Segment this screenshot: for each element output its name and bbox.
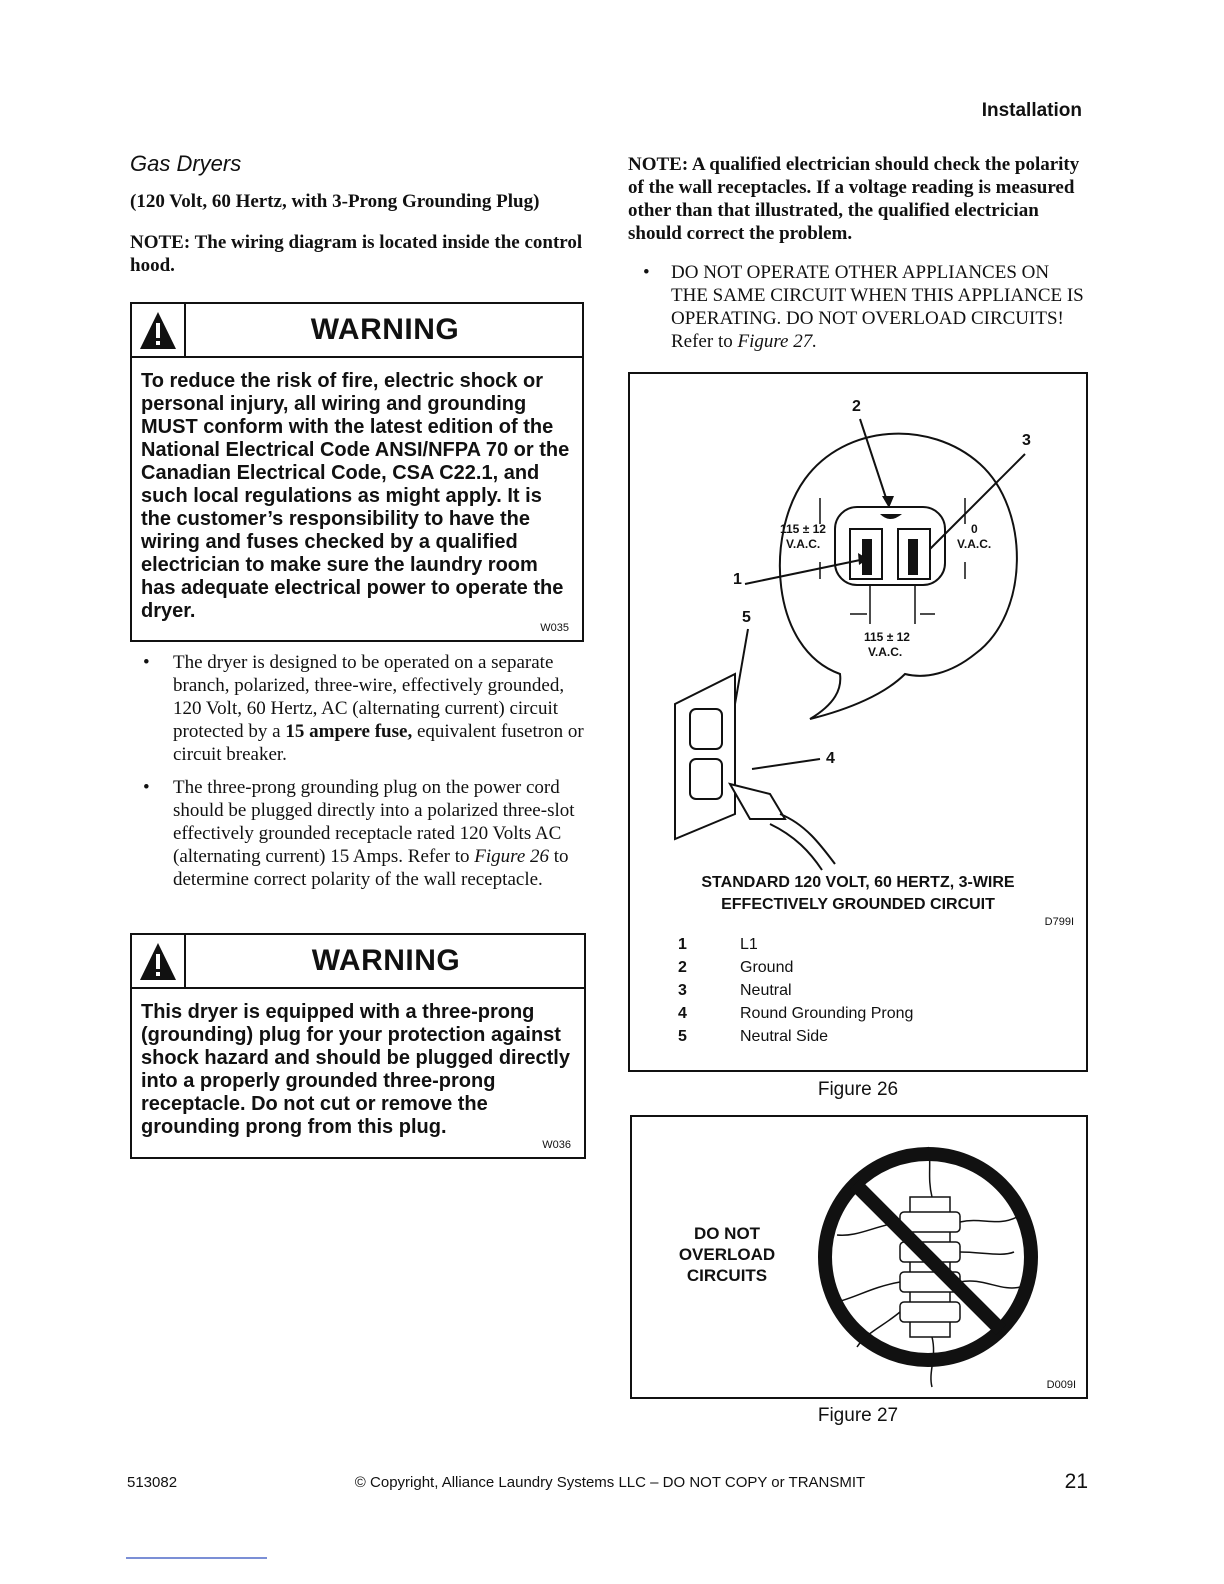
legend-number: 4 bbox=[678, 1005, 687, 1022]
voltage-left-value: 115 ± 12 bbox=[780, 522, 826, 536]
voltage-right-unit: V.A.C. bbox=[957, 537, 992, 551]
bullet-item bbox=[130, 651, 585, 766]
legend-number: 5 bbox=[678, 1028, 687, 1045]
subtitle: (120 Volt, 60 Hertz, with 3-Prong Grounding Plug) bbox=[130, 191, 540, 212]
figure-26-label: Figure 26 bbox=[817, 1079, 899, 1100]
bullet-list bbox=[130, 651, 585, 901]
overload-text-line: CIRCUITS bbox=[686, 1266, 768, 1285]
warning-triangle-icon bbox=[132, 304, 186, 356]
callout-4: 4 bbox=[826, 750, 835, 767]
receptacle-diagram bbox=[630, 374, 1086, 874]
legend-label: Ground bbox=[740, 959, 794, 976]
voltage-left-unit: V.A.C. bbox=[786, 537, 821, 551]
no-overload-prohibition-icon bbox=[632, 1117, 1088, 1399]
callout-1: 1 bbox=[733, 571, 742, 588]
doc-number: 513082 bbox=[127, 1474, 178, 1491]
legend-label: Neutral Side bbox=[740, 1028, 829, 1045]
figure-reference: Figure 26 bbox=[474, 846, 550, 867]
overload-bullet bbox=[628, 261, 1088, 353]
voltage-bottom-value: 115 ± 12 bbox=[864, 630, 910, 644]
caption-line: STANDARD 120 VOLT, 60 HERTZ, 3-WIRE bbox=[701, 874, 1015, 891]
warning-title: WARNING bbox=[311, 944, 461, 977]
legend-label: L1 bbox=[740, 936, 758, 953]
section-title: Gas Dryers bbox=[130, 151, 242, 176]
warning-header bbox=[132, 304, 582, 358]
bullet-text: DO NOT OPERATE OTHER APPLIANCES ON THE SAME CIRCUIT WHEN THIS APPLIANCE IS OPERATING. DO NOT OVERLOAD CIRCUITS! Refer to bbox=[671, 262, 1084, 352]
bullet-item bbox=[130, 776, 585, 891]
overload-text-line: DO NOT bbox=[693, 1224, 761, 1243]
bullet-text: equivalent fusetron or circuit breaker. bbox=[173, 721, 584, 765]
bullet-bold-text: 15 ampere fuse, bbox=[285, 721, 413, 742]
legend-label: Round Grounding Prong bbox=[740, 1005, 914, 1022]
bullet-text: to determine correct polarity of the wall receptacle. bbox=[173, 846, 569, 890]
warning-header bbox=[132, 935, 584, 989]
figure-26-legend bbox=[630, 934, 1086, 1054]
page-number: 21 bbox=[1064, 1470, 1088, 1493]
voltage-bottom-unit: V.A.C. bbox=[868, 645, 903, 659]
bullet-text: The dryer is designed to be operated on a separate branch, polarized, three-wire, effectively grounded, 120 Volt, 60 Hertz, AC (alternating current) circuit protected by a bbox=[173, 652, 565, 742]
legend-label: Neutral bbox=[740, 982, 792, 999]
warning-code: W036 bbox=[542, 1139, 571, 1151]
figure-26-box bbox=[628, 372, 1088, 1072]
wiring-note: NOTE: The wiring diagram is located inside the control hood. bbox=[130, 232, 583, 276]
callout-5: 5 bbox=[742, 609, 751, 626]
warning-box-w035 bbox=[130, 302, 584, 642]
warning-code: W035 bbox=[540, 622, 569, 634]
figure-code: D799I bbox=[1044, 916, 1074, 928]
warning-title: WARNING bbox=[310, 313, 460, 346]
voltage-right-value: 0 bbox=[971, 522, 978, 536]
figure-27-label: Figure 27 bbox=[817, 1405, 899, 1426]
overload-text-line: OVERLOAD bbox=[678, 1245, 776, 1264]
warning-triangle-icon bbox=[132, 935, 186, 987]
section-header: Installation bbox=[981, 100, 1082, 121]
warning-body: This dryer is equipped with a three-prong (grounding) plug for your protection against shock hazard and should be plugged directly into a properly grounded three-prong receptacle. Do not cut or remove the grounding prong from this plug. bbox=[141, 1001, 570, 1138]
figure-27-box bbox=[630, 1115, 1088, 1399]
callout-2: 2 bbox=[852, 398, 861, 415]
warning-body: To reduce the risk of fire, electric shock or personal injury, all wiring and grounding MUST conform with the latest edition of the National Electrical Code ANSI/NFPA 70 or the Canadian Electrical Code, CSA C22.1, and such local regulations as might apply. It is the customer’s responsibility to have the wiring and fuses checked by a qualified electrician to make sure the laundry room has adequate electrical power to operate the dryer. bbox=[141, 370, 570, 622]
figure-reference: Figure 27. bbox=[737, 331, 817, 352]
callout-3: 3 bbox=[1022, 432, 1031, 449]
warning-box-w036 bbox=[130, 933, 586, 1159]
figure-26-caption bbox=[630, 872, 1086, 916]
legend-number: 3 bbox=[678, 982, 687, 999]
bullet-text: The three-prong grounding plug on the power cord should be plugged directly into a polarized three-slot effectively grounded receptacle rated 120 Volts AC (alternating current) 15 Amps. Refer to bbox=[173, 777, 575, 867]
caption-line: EFFECTIVELY GROUNDED CIRCUIT bbox=[721, 896, 995, 913]
legend-number: 1 bbox=[678, 936, 687, 953]
polarity-note: NOTE: A qualified electrician should check the polarity of the wall receptacles. If a voltage reading is measured other than that illustrated, the qualified electrician should correct the problem. bbox=[628, 154, 1080, 244]
bottom-underline bbox=[126, 1557, 267, 1559]
figure-code: D009I bbox=[1046, 1379, 1076, 1391]
legend-number: 2 bbox=[678, 959, 687, 976]
copyright-notice: © Copyright, Alliance Laundry Systems LLC – DO NOT COPY or TRANSMIT bbox=[354, 1474, 866, 1491]
